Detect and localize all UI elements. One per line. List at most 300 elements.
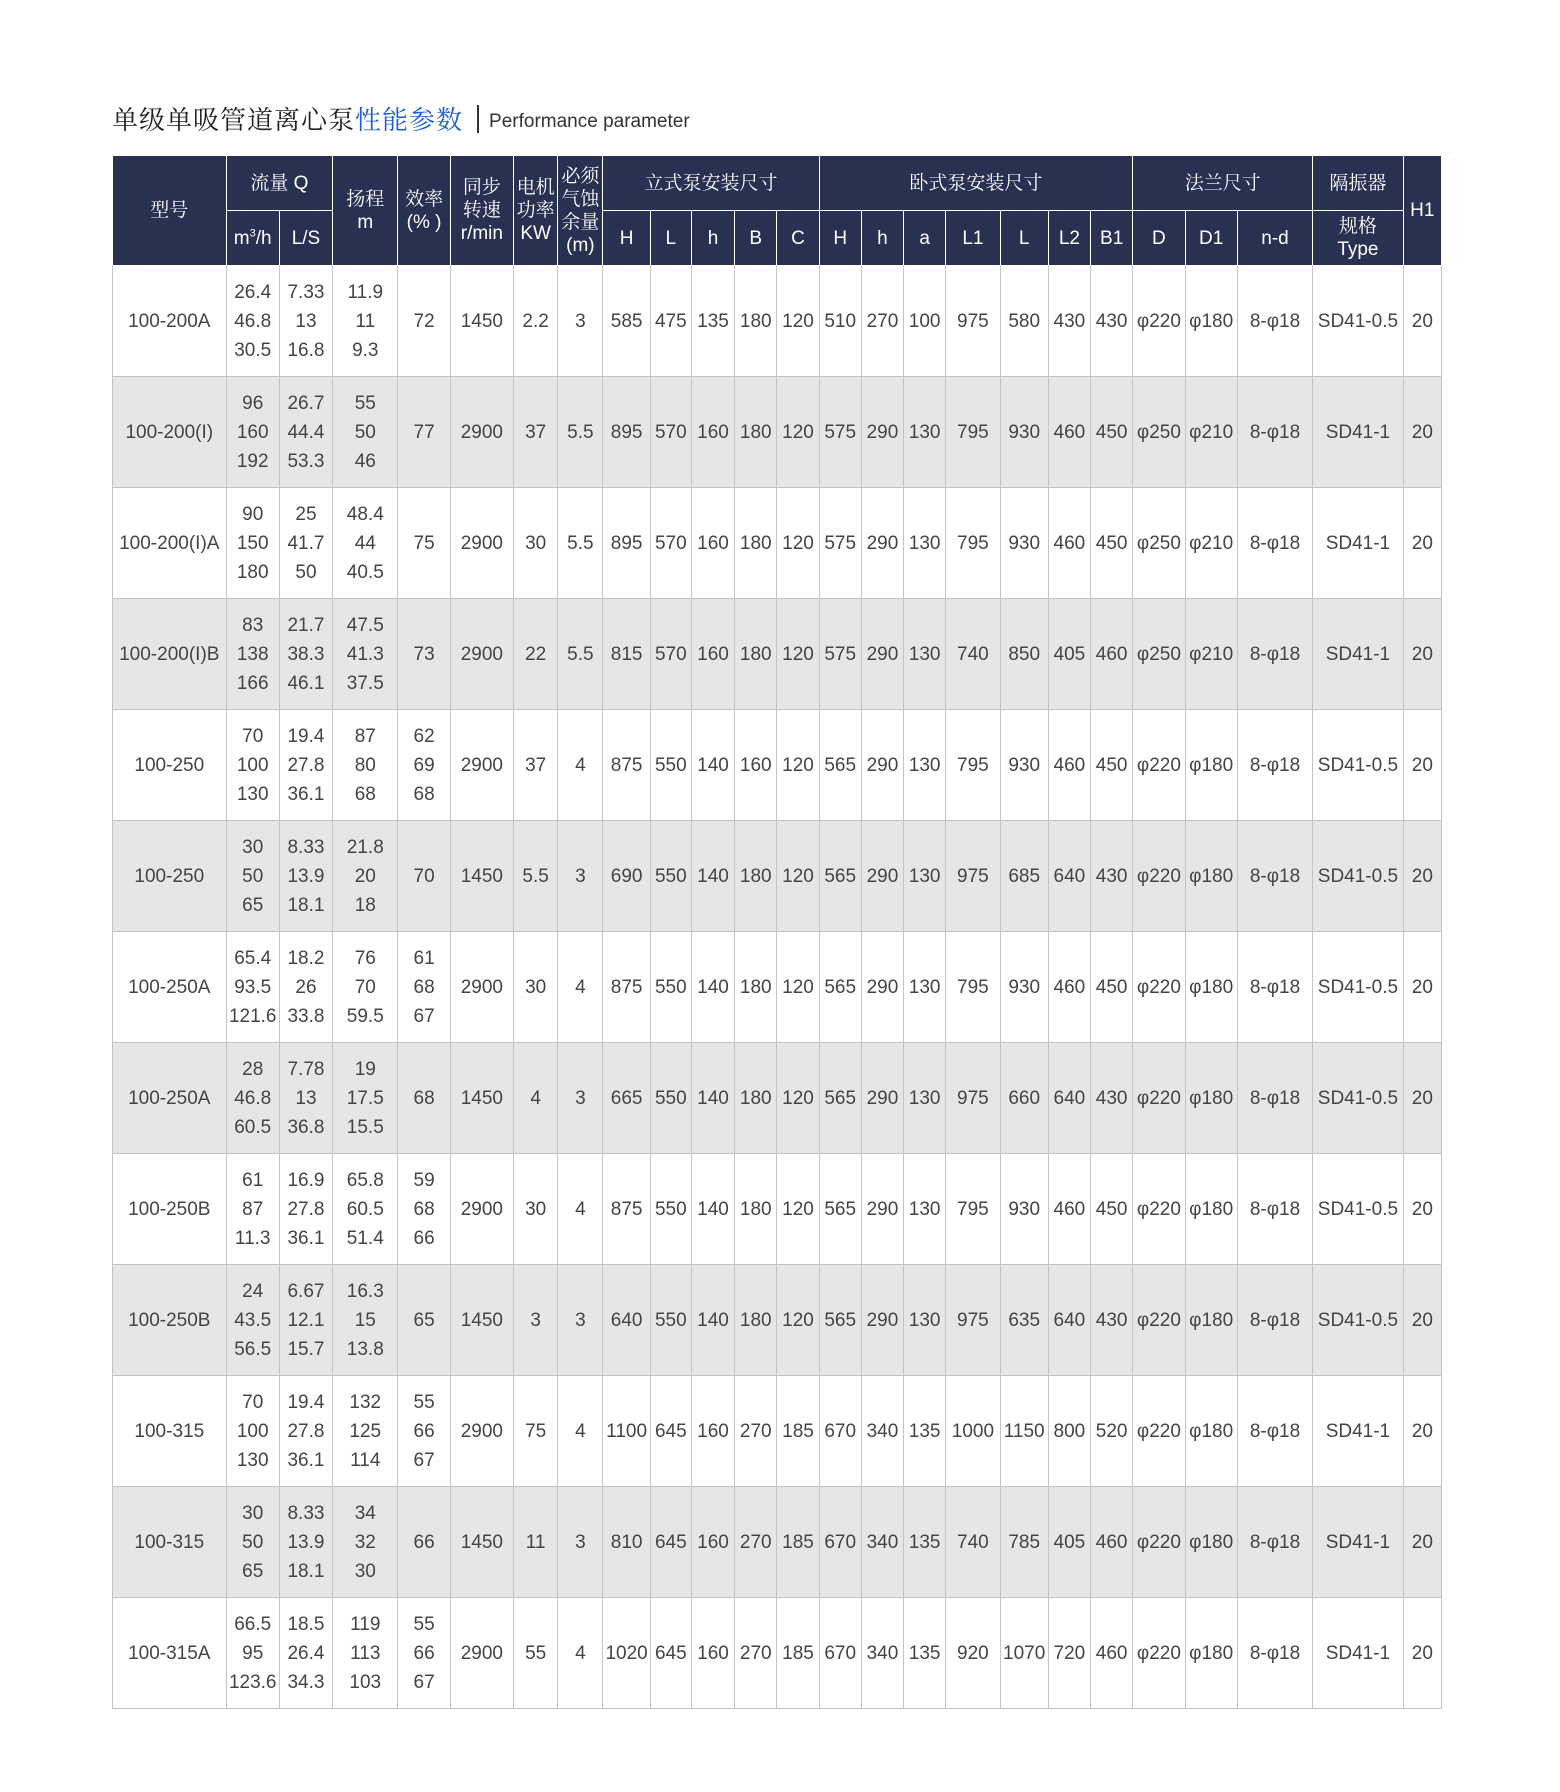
cell-flange-dim: 8-φ18: [1237, 1598, 1312, 1709]
cell-head-value: 34: [354, 1502, 376, 1524]
cell-efficiency: [398, 710, 450, 821]
cell-flange-dim: φ250: [1133, 488, 1185, 599]
header-efficiency-unit: (% ): [406, 211, 442, 233]
cell-power: 2.2: [514, 266, 558, 377]
cell-horizontal-dim: 510: [819, 266, 861, 377]
cell-flange-dim: φ220: [1133, 1598, 1185, 1709]
cell-flow-m3h-value: 138: [236, 643, 269, 665]
cell-h1: 20: [1403, 1376, 1441, 1487]
header-model: 型号: [113, 156, 227, 266]
cell-model: 100-200(I)A: [113, 488, 227, 599]
cell-efficiency-value: 69: [413, 754, 435, 776]
header-h-col: a: [904, 211, 946, 266]
cell-horizontal-dim: 430: [1091, 1265, 1133, 1376]
cell-isolator-type: SD41-1: [1313, 1598, 1403, 1709]
cell-efficiency-value: 67: [413, 1671, 435, 1693]
cell-flow-m3h-value: 93.5: [234, 976, 272, 998]
cell-flow-ls-value: 34.3: [287, 1671, 325, 1693]
header-flow: 流量 Q: [226, 156, 333, 211]
page-title: [112, 100, 690, 137]
header-speed-label: 同步: [462, 177, 501, 198]
cell-horizontal-dim: 1070: [1000, 1598, 1048, 1709]
cell-flange-dim: φ180: [1185, 821, 1237, 932]
cell-horizontal-dim: 565: [819, 932, 861, 1043]
cell-npsh: 3: [558, 266, 603, 377]
cell-head: [333, 599, 398, 710]
cell-horizontal-dim: 290: [861, 821, 903, 932]
cell-head: [333, 1043, 398, 1154]
cell-horizontal-dim: 430: [1048, 266, 1090, 377]
cell-efficiency-value: 55: [413, 1391, 435, 1413]
cell-efficiency: [398, 1598, 450, 1709]
cell-head-value: 13.8: [346, 1338, 384, 1360]
cell-head-value: 17.5: [346, 1087, 384, 1109]
cell-vertical-dim: 585: [603, 266, 650, 377]
cell-horizontal-dim: 290: [861, 599, 903, 710]
cell-horizontal-dim: 340: [861, 1487, 903, 1598]
cell-vertical-dim: 550: [650, 710, 691, 821]
cell-flow-m3h-value: 160: [236, 421, 269, 443]
cell-head-value: 59.5: [346, 1005, 384, 1027]
header-speed: [450, 156, 513, 266]
cell-efficiency-value: 68: [413, 783, 435, 805]
cell-flange-dim: φ180: [1185, 1598, 1237, 1709]
cell-isolator-type: SD41-1: [1313, 377, 1403, 488]
header-npsh-label: 必须: [561, 165, 600, 187]
cell-horizontal-dim: 290: [861, 710, 903, 821]
cell-flow-ls-value: 16.8: [287, 339, 325, 361]
cell-horizontal-dim: 685: [1000, 821, 1048, 932]
cell-flow-ls: [279, 710, 332, 821]
cell-vertical-dim: 550: [650, 932, 691, 1043]
cell-horizontal-dim: 130: [904, 377, 946, 488]
cell-horizontal-dim: 565: [819, 1043, 861, 1154]
cell-power: 30: [514, 932, 558, 1043]
cell-vertical-dim: 185: [777, 1376, 819, 1487]
header-horizontal: 卧式泵安装尺寸: [819, 156, 1133, 211]
cell-power: 4: [514, 1043, 558, 1154]
cell-vertical-dim: 550: [650, 1043, 691, 1154]
cell-flange-dim: 8-φ18: [1237, 932, 1312, 1043]
cell-horizontal-dim: 565: [819, 1154, 861, 1265]
cell-flange-dim: 8-φ18: [1237, 377, 1312, 488]
cell-vertical-dim: 180: [735, 821, 777, 932]
cell-horizontal-dim: 975: [946, 1043, 1000, 1154]
cell-h1: 20: [1403, 1043, 1441, 1154]
cell-head-value: 113: [350, 1642, 381, 1664]
cell-vertical-dim: 120: [777, 266, 819, 377]
cell-flow-m3h-value: 43.5: [234, 1309, 272, 1331]
cell-npsh: 4: [558, 1154, 603, 1265]
cell-flow-ls-value: 21.7: [287, 614, 325, 636]
cell-horizontal-dim: 670: [819, 1487, 861, 1598]
cell-head-value: 40.5: [346, 561, 384, 583]
header-v-col: h: [691, 211, 734, 266]
cell-flow-ls-value: 36.8: [287, 1116, 325, 1138]
cell-isolator-type: SD41-0.5: [1313, 1154, 1403, 1265]
cell-vertical-dim: 645: [650, 1598, 691, 1709]
cell-vertical-dim: 185: [777, 1598, 819, 1709]
cell-horizontal-dim: 930: [1000, 1154, 1048, 1265]
title-english: Performance parameter: [489, 110, 690, 132]
cell-flow-ls: [279, 1487, 332, 1598]
cell-flow-ls-value: 27.8: [287, 1198, 325, 1220]
cell-flange-dim: 8-φ18: [1237, 1043, 1312, 1154]
cell-vertical-dim: 120: [777, 377, 819, 488]
header-v-col: L: [650, 211, 691, 266]
cell-speed: 1450: [450, 821, 513, 932]
cell-flow-m3h: [226, 1487, 279, 1598]
cell-flow-ls-value: 16.9: [287, 1169, 325, 1191]
cell-flow-m3h-value: 24: [242, 1280, 264, 1302]
cell-isolator-type: SD41-0.5: [1313, 710, 1403, 821]
cell-vertical-dim: 570: [650, 488, 691, 599]
cell-horizontal-dim: 405: [1048, 599, 1090, 710]
cell-flow-ls-value: 15.7: [287, 1338, 325, 1360]
cell-vertical-dim: 180: [735, 1154, 777, 1265]
cell-horizontal-dim: 975: [946, 266, 1000, 377]
cell-efficiency-value: 61: [413, 947, 435, 969]
cell-flange-dim: 8-φ18: [1237, 1265, 1312, 1376]
cell-vertical-dim: 160: [691, 1376, 734, 1487]
cell-vertical-dim: 180: [735, 932, 777, 1043]
cell-flow-m3h-value: 46.8: [234, 1087, 272, 1109]
cell-flow-ls-value: 26.7: [287, 392, 325, 414]
cell-vertical-dim: 270: [735, 1487, 777, 1598]
cell-flow-ls-value: 13: [295, 310, 317, 332]
cell-vertical-dim: 180: [735, 599, 777, 710]
cell-vertical-dim: 120: [777, 1265, 819, 1376]
table-row: [113, 1265, 1442, 1376]
cell-head-value: 11: [355, 310, 376, 332]
cell-flange-dim: φ220: [1133, 710, 1185, 821]
cell-head-value: 21.8: [346, 836, 384, 858]
cell-head: [333, 488, 398, 599]
cell-h1: 20: [1403, 377, 1441, 488]
cell-horizontal-dim: 450: [1091, 488, 1133, 599]
table-row: [113, 821, 1442, 932]
cell-head-value: 19: [354, 1058, 376, 1080]
cell-h1: 20: [1403, 1598, 1441, 1709]
cell-model: 100-315: [113, 1487, 227, 1598]
cell-flange-dim: φ210: [1185, 488, 1237, 599]
cell-horizontal-dim: 520: [1091, 1376, 1133, 1487]
cell-vertical-dim: 875: [603, 710, 650, 821]
cell-horizontal-dim: 460: [1091, 1598, 1133, 1709]
header-row-1: [113, 156, 1442, 211]
cell-flow-m3h-value: 166: [236, 672, 269, 694]
cell-vertical-dim: 160: [735, 710, 777, 821]
cell-horizontal-dim: 930: [1000, 488, 1048, 599]
cell-horizontal-dim: 130: [904, 710, 946, 821]
cell-flow-ls-value: 18.5: [287, 1613, 325, 1635]
cell-flow-m3h: [226, 488, 279, 599]
cell-vertical-dim: 875: [603, 932, 650, 1043]
cell-efficiency-value: 65: [413, 1309, 435, 1331]
table-row: [113, 377, 1442, 488]
cell-isolator-type: SD41-0.5: [1313, 821, 1403, 932]
cell-efficiency: [398, 488, 450, 599]
cell-model: 100-200(I): [113, 377, 227, 488]
cell-vertical-dim: 140: [691, 710, 734, 821]
cell-horizontal-dim: 130: [904, 1043, 946, 1154]
cell-horizontal-dim: 130: [904, 488, 946, 599]
cell-horizontal-dim: 290: [861, 377, 903, 488]
cell-horizontal-dim: 135: [904, 1598, 946, 1709]
cell-flow-m3h-value: 11.3: [234, 1227, 271, 1249]
cell-model: 100-250A: [113, 1043, 227, 1154]
cell-vertical-dim: 160: [691, 1487, 734, 1598]
cell-vertical-dim: 120: [777, 821, 819, 932]
cell-flow-ls-value: 7.78: [287, 1058, 325, 1080]
cell-efficiency-value: 55: [413, 1613, 435, 1635]
cell-flow-ls: [279, 266, 332, 377]
cell-efficiency-value: 73: [413, 643, 435, 665]
cell-flow-m3h-value: 66.5: [234, 1613, 272, 1635]
cell-horizontal-dim: 270: [861, 266, 903, 377]
cell-flow-m3h-value: 28: [242, 1058, 264, 1080]
cell-flow-ls-value: 36.1: [287, 1227, 325, 1249]
cell-head: [333, 377, 398, 488]
cell-isolator-type: SD41-0.5: [1313, 1043, 1403, 1154]
cell-horizontal-dim: 290: [861, 1265, 903, 1376]
header-row-2: [113, 211, 1442, 266]
cell-vertical-dim: 140: [691, 821, 734, 932]
cell-flow-ls-value: 27.8: [287, 1420, 325, 1442]
cell-vertical-dim: 120: [777, 932, 819, 1043]
cell-horizontal-dim: 850: [1000, 599, 1048, 710]
cell-speed: 2900: [450, 710, 513, 821]
cell-vertical-dim: 120: [777, 710, 819, 821]
header-npsh: [558, 156, 603, 266]
cell-head-value: 15: [354, 1309, 376, 1331]
cell-horizontal-dim: 795: [946, 932, 1000, 1043]
cell-horizontal-dim: 290: [861, 488, 903, 599]
cell-head: [333, 1154, 398, 1265]
cell-flange-dim: φ250: [1133, 599, 1185, 710]
cell-flow-m3h: [226, 1376, 279, 1487]
cell-power: 3: [514, 1265, 558, 1376]
cell-horizontal-dim: 340: [861, 1598, 903, 1709]
cell-horizontal-dim: 1150: [1000, 1376, 1048, 1487]
cell-vertical-dim: 180: [735, 488, 777, 599]
cell-flow-ls-value: 25: [295, 503, 317, 525]
cell-horizontal-dim: 130: [904, 1154, 946, 1265]
cell-flow-ls: [279, 1154, 332, 1265]
cell-flow-ls: [279, 1376, 332, 1487]
cell-flow-m3h: [226, 710, 279, 821]
cell-head: [333, 710, 398, 821]
cell-h1: 20: [1403, 1265, 1441, 1376]
header-h-col: L2: [1048, 211, 1090, 266]
cell-horizontal-dim: 460: [1091, 599, 1133, 710]
cell-head-value: 37.5: [346, 672, 384, 694]
cell-model: 100-250B: [113, 1265, 227, 1376]
cell-isolator-type: SD41-0.5: [1313, 932, 1403, 1043]
cell-flow-m3h-value: 26.4: [234, 281, 272, 303]
cell-horizontal-dim: 575: [819, 488, 861, 599]
cell-isolator-type: SD41-1: [1313, 488, 1403, 599]
cell-vertical-dim: 180: [735, 1265, 777, 1376]
cell-flow-m3h-value: 70: [242, 725, 264, 747]
cell-vertical-dim: 160: [691, 1598, 734, 1709]
cell-flow-m3h: [226, 1043, 279, 1154]
cell-flow-ls: [279, 377, 332, 488]
cell-head-value: 46: [354, 450, 376, 472]
header-efficiency: [398, 156, 450, 266]
cell-power: 5.5: [514, 821, 558, 932]
header-vertical: 立式泵安装尺寸: [603, 156, 819, 211]
cell-flange-dim: φ220: [1133, 266, 1185, 377]
cell-head-value: 76: [354, 947, 376, 969]
cell-flow-m3h-value: 96: [242, 392, 264, 414]
cell-flow-ls-value: 44.4: [287, 421, 325, 443]
cell-horizontal-dim: 565: [819, 710, 861, 821]
cell-h1: 20: [1403, 1154, 1441, 1265]
cell-flange-dim: φ220: [1133, 1487, 1185, 1598]
table-row: [113, 488, 1442, 599]
cell-model: 100-200A: [113, 266, 227, 377]
cell-vertical-dim: 120: [777, 488, 819, 599]
cell-speed: 1450: [450, 266, 513, 377]
cell-flange-dim: 8-φ18: [1237, 821, 1312, 932]
cell-head-value: 65.8: [346, 1169, 384, 1191]
cell-flow-ls-value: 13: [295, 1087, 317, 1109]
cell-horizontal-dim: 640: [1048, 1265, 1090, 1376]
header-flow-m3h: $m^3/h$: [226, 211, 279, 266]
cell-horizontal-dim: 670: [819, 1376, 861, 1487]
cell-horizontal-dim: 795: [946, 488, 1000, 599]
cell-power: 30: [514, 1154, 558, 1265]
cell-efficiency-value: 62: [413, 725, 435, 747]
cell-head-value: 125: [349, 1420, 382, 1442]
cell-horizontal-dim: 660: [1000, 1043, 1048, 1154]
cell-speed: 2900: [450, 488, 513, 599]
cell-horizontal-dim: 975: [946, 821, 1000, 932]
cell-flow-ls-value: 7.33: [287, 281, 325, 303]
cell-efficiency: [398, 1487, 450, 1598]
cell-power: 22: [514, 599, 558, 710]
cell-efficiency-value: 68: [413, 1198, 435, 1220]
cell-efficiency: [398, 1043, 450, 1154]
cell-flow-m3h-value: 100: [236, 754, 269, 776]
table-row: [113, 1487, 1442, 1598]
cell-horizontal-dim: 565: [819, 821, 861, 932]
cell-head-value: 60.5: [346, 1198, 384, 1220]
cell-head-value: 103: [349, 1671, 382, 1693]
cell-vertical-dim: 270: [735, 1376, 777, 1487]
header-isolator-type-label: Type: [1337, 239, 1379, 260]
cell-horizontal-dim: 450: [1091, 932, 1133, 1043]
cell-flow-ls: [279, 932, 332, 1043]
cell-power: 75: [514, 1376, 558, 1487]
cell-vertical-dim: 645: [650, 1376, 691, 1487]
cell-horizontal-dim: 460: [1048, 1154, 1090, 1265]
cell-flow-ls-value: 13.9: [287, 865, 325, 887]
cell-h1: 20: [1403, 266, 1441, 377]
cell-flow-m3h-value: 30: [242, 836, 264, 858]
cell-flow-m3h: [226, 1265, 279, 1376]
cell-flow-m3h: [226, 932, 279, 1043]
cell-power: 37: [514, 710, 558, 821]
cell-head: [333, 1265, 398, 1376]
cell-horizontal-dim: 740: [946, 599, 1000, 710]
cell-flow-m3h-value: 56.5: [234, 1338, 272, 1360]
cell-flow-m3h-value: 95: [242, 1642, 264, 1664]
cell-flow-m3h-value: 123.6: [228, 1671, 277, 1693]
cell-head-value: 87: [354, 725, 376, 747]
cell-efficiency: [398, 599, 450, 710]
cell-efficiency-value: 68: [413, 976, 435, 998]
cell-speed: 2900: [450, 1154, 513, 1265]
cell-h1: 20: [1403, 1487, 1441, 1598]
cell-speed: 2900: [450, 599, 513, 710]
cell-flow-m3h-value: 65.4: [234, 947, 272, 969]
cell-flange-dim: φ210: [1185, 599, 1237, 710]
cell-vertical-dim: 140: [691, 1043, 734, 1154]
table-row: [113, 1376, 1442, 1487]
cell-flow-ls-value: 27.8: [287, 754, 325, 776]
cell-horizontal-dim: 405: [1048, 1487, 1090, 1598]
cell-horizontal-dim: 670: [819, 1598, 861, 1709]
cell-flange-dim: φ180: [1185, 1376, 1237, 1487]
cell-horizontal-dim: 795: [946, 1154, 1000, 1265]
cell-npsh: 3: [558, 821, 603, 932]
cell-horizontal-dim: 740: [946, 1487, 1000, 1598]
cell-flow-ls: [279, 599, 332, 710]
cell-flow-m3h-value: 150: [236, 532, 269, 554]
cell-flange-dim: φ180: [1185, 1487, 1237, 1598]
cell-vertical-dim: 185: [777, 1487, 819, 1598]
cell-flange-dim: φ180: [1185, 1154, 1237, 1265]
cell-efficiency-value: 66: [413, 1642, 435, 1664]
cell-head: [333, 821, 398, 932]
header-head: [333, 156, 398, 266]
cell-flow-ls: [279, 488, 332, 599]
cell-horizontal-dim: 795: [946, 377, 1000, 488]
cell-head-value: 15.5: [346, 1116, 384, 1138]
cell-flow-m3h: [226, 1598, 279, 1709]
cell-flow-ls-value: 18.1: [287, 894, 325, 916]
header-npsh-unit: (m): [566, 234, 595, 256]
cell-head-value: 132: [349, 1391, 382, 1413]
header-h-col: L: [1000, 211, 1048, 266]
cell-horizontal-dim: 1000: [946, 1376, 1000, 1487]
header-isolator-spec: 规格: [1338, 216, 1377, 237]
header-power: [514, 156, 558, 266]
cell-h1: 20: [1403, 599, 1441, 710]
cell-flow-ls-value: 36.1: [287, 783, 325, 805]
title-separator: [477, 105, 479, 133]
cell-head: [333, 1376, 398, 1487]
cell-isolator-type: SD41-0.5: [1313, 1265, 1403, 1376]
cell-horizontal-dim: 290: [861, 1154, 903, 1265]
header-h-col: L1: [946, 211, 1000, 266]
header-v-col: H: [603, 211, 650, 266]
cell-horizontal-dim: 430: [1091, 266, 1133, 377]
cell-npsh: 5.5: [558, 488, 603, 599]
cell-efficiency-value: 68: [413, 1087, 435, 1109]
cell-flow-ls-value: 18.2: [287, 947, 325, 969]
cell-efficiency: [398, 1154, 450, 1265]
cell-vertical-dim: 875: [603, 1154, 650, 1265]
cell-speed: 1450: [450, 1043, 513, 1154]
cell-flow-ls-value: 13.9: [287, 1531, 325, 1553]
cell-head-value: 44: [354, 532, 376, 554]
table-row: [113, 710, 1442, 821]
cell-flow-ls-value: 46.1: [287, 672, 325, 694]
cell-vertical-dim: 640: [603, 1265, 650, 1376]
